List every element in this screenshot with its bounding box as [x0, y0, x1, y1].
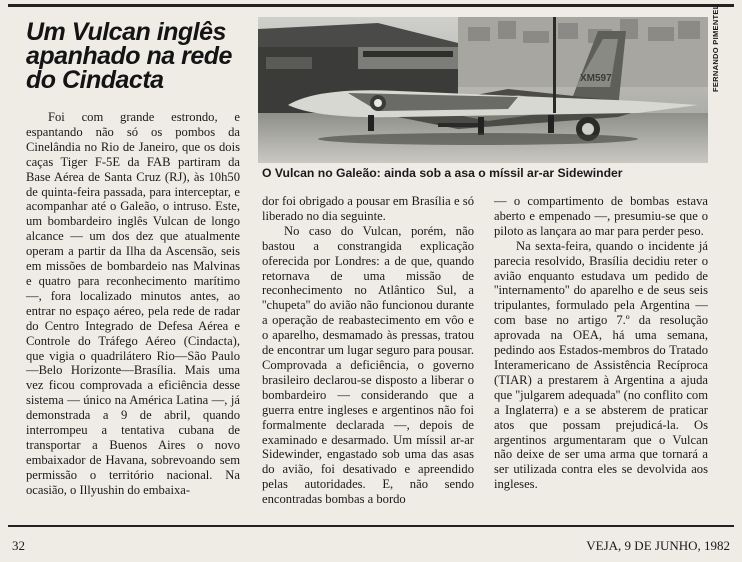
vulcan-bomber-photo	[258, 17, 708, 163]
paragraph: Foi com grande estrondo, e espantando não só os pombos da Cinelândia no Rio de Janeiro, que os dois caças Tiger F-5E da FAB partiram da Base Aérea de Santa Cruz (RJ), às 10h50 de quinta-feira passada, para interceptar, e acompanhar até o Galeão, o intruso. Este, um bombardeiro inglês Vulcan de longo alcance — um dos dez que atualmente operam a partir da Ilha da Ascensão, seis em missões de bombardeio nas Malvinas e quatro para reconhecimento marítimo —, fora localizado minutos antes, ao entrar no espaço aéreo, pela rede de radar do Centro Integrado de Defesa Aérea e Controle do Tráfego Aéreo (Cindacta), que vigia o quadrilátero Rio—São Paulo—Belo Horizonte—Brasília. Mais uma vez ficou comprovada a eficiência desse sistema — único na América Latina —, já demonstrada a 9 de abril, quando interrompeu a tentativa cubana de transportar a Buenos Aires o novo embaixador de Havana, sobrevoando sem permissão o território nacional. Na ocasião, o Illyushin do embaixa-	[26, 110, 240, 497]
article-column-1	[26, 110, 240, 498]
photo-credit: FERNANDO PIMENTEL	[711, 4, 720, 92]
photo-caption: O Vulcan no Galeão: ainda sob a asa o míssil ar-ar Sidewinder	[262, 166, 623, 180]
paragraph: Na sexta-feira, quando o incidente já parecia resolvido, Brasília decidiu reter o avião enquanto estudava um pedido de ''internamento'' do aparelho e de seus seis tripulantes, formulado pela Argentina — com base no artigo 7.º da resolução aprovada na OEA, há uma semana, pedindo aos Estados-membros do Tratado Interamericano de Assistência Recíproca (TIAR) a prestarem à Argentina a ajuda que ''julgarem adequada'' (no conflito com a Inglaterra) e a se absterem de praticar atos que possam prejudicá-la. Os argentinos argumentaram que o Vulcan não deixe de ser uma arma que tornará a ser utilizada contra eles se devolvida aos ingleses.	[494, 238, 708, 492]
top-rule	[8, 4, 734, 7]
page-number: 32	[12, 538, 25, 553]
paragraph: No caso do Vulcan, porém, não bastou a constrangida explicação oferecida por Londres: a de que, quando retornava de uma missão de reconhecimento no Atlântico Sul, a ''chupeta'' do avião não funcionou durante a operação de reabastecimento em vôo e o aparelho, desmamado às pressas, tratou de encontrar um lugar seguro para pousar. Comprovada a deficiência, o governo brasileiro declarou-se disposto a liberar o bombardeiro — considerando que a guerra entre ingleses e argentinos não foi formalmente declarada —, depois de examinado e desarmado. Um míssil ar-ar Sidewinder, engastado sob uma das asas do avião, foi desativado e apreendido pelas autoridades. E, não sendo encontradas bombas a bordo	[262, 223, 474, 507]
aircraft-serial: XM597	[580, 73, 612, 84]
article-column-3	[494, 194, 708, 492]
issue-date: VEJA, 9 DE JUNHO, 1982	[586, 538, 730, 553]
article-photo	[258, 17, 708, 163]
paragraph-continuation: — o compartimento de bombas estava aberto e empenado —, presumiu-se que o piloto as lançara ao mar para perder peso.	[494, 194, 708, 238]
bottom-rule	[8, 525, 734, 527]
article-column-2	[262, 194, 474, 507]
article-headline: Um Vulcan inglês apanhado na rede do Cindacta	[26, 18, 232, 94]
paragraph-continuation: dor foi obrigado a pousar em Brasília e só liberado no dia seguinte.	[262, 194, 474, 223]
